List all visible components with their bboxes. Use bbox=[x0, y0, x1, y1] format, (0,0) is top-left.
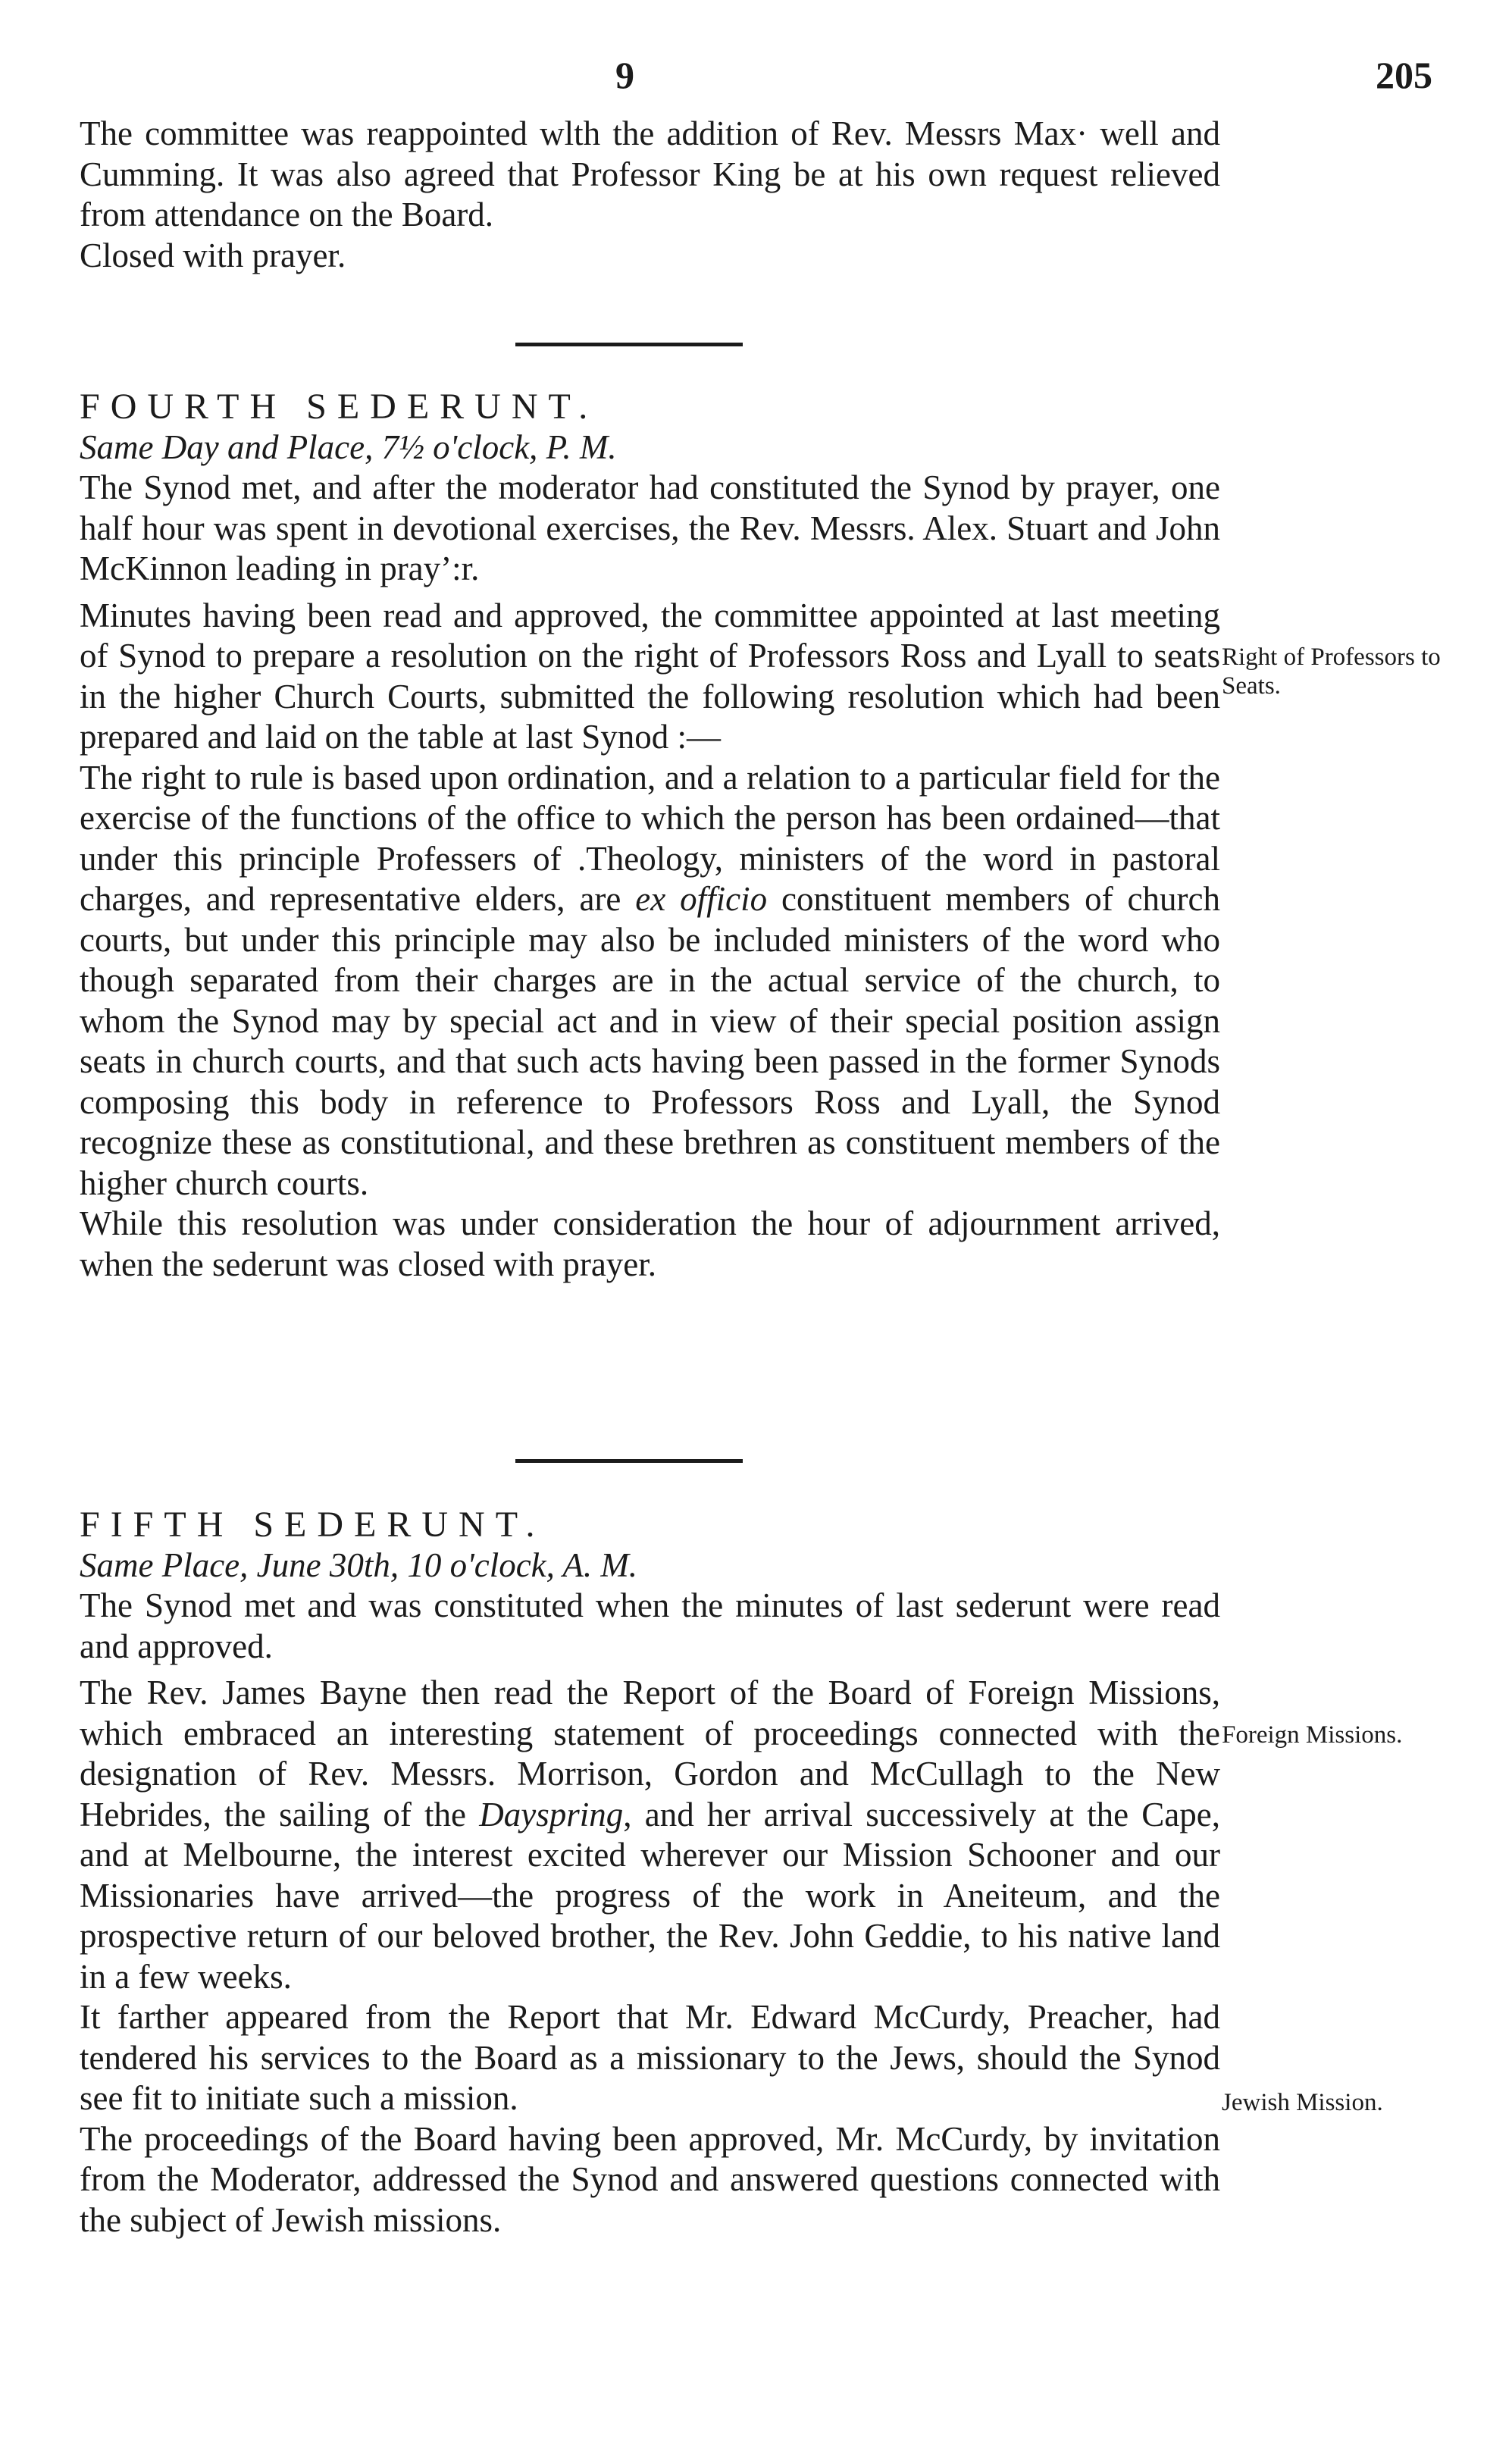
paragraph-text: The Rev. James Bayne then read the Report of the Board of Foreign Missions, which embraced an interesting statement of proceedings connected with the designation of Rev. Messrs. Morrison, Gordon and McCullagh to the New Hebrides, the sailing of the bbox=[80, 1674, 1220, 1834]
section-dateline: Same Day and Place, 7½ o'clock, P. M. bbox=[80, 427, 617, 466]
paragraph: The Synod met, and after the moderator had constituted the Synod by prayer, one half hour was spent in devotional exercises, the Rev. Messrs. Alex. Stuart and John McKinnon leading in pray’:r. bbox=[80, 468, 1220, 587]
fourth-sederunt-section bbox=[80, 387, 1220, 1285]
margin-note: Foreign Missions. bbox=[1222, 1721, 1403, 1749]
section-dateline: Same Place, June 30th, 10 o'clock, A. M. bbox=[80, 1545, 638, 1584]
paragraph: The Synod met and was constituted when the minutes of last sederunt were read and approved. bbox=[80, 1586, 1220, 1665]
section-heading: FIFTH SEDERUNT. bbox=[80, 1505, 546, 1545]
paragraph: The proceedings of the Board having been approved, Mr. McCurdy, by invitation from the Moderator, addressed the Synod and answered questions connected with the subject of Jewish missions. bbox=[80, 2119, 1220, 2239]
paragraph: It farther appeared from the Report that Mr. Edward McCurdy, Preacher, had tendered his services to the Board as a missionary to the Jews, should the Synod see fit to initiate such a mission. bbox=[80, 1998, 1220, 2117]
paragraph: Minutes having been read and approved, the committee appointed at last meeting of Synod to prepare a resolution on the right of Professors Ross and Lyall to seats in the higher Church Courts, submitted the following resolution which had been prepared and laid on the table at last Synod :— bbox=[80, 596, 1220, 756]
paragraph: While this resolution was under consideration the hour of adjournment arrived, when the sederunt was closed with prayer. bbox=[80, 1204, 1220, 1283]
section-divider bbox=[515, 1459, 743, 1463]
margin-note: Right of Professors to Seats. bbox=[1222, 644, 1441, 700]
paragraph: The committee was reappointed wlth the addition of Rev. Messrs Max· well and Cumming. It was also agreed that Professor King be at his own request relieved from attendance on the Board. bbox=[80, 114, 1220, 233]
opening-paragraphs bbox=[80, 114, 1220, 276]
page-number-left: 9 bbox=[615, 54, 634, 96]
paragraph-text: constituent members of church courts, but under this principle may also be included ministers of the word who though separated from their charges are in the actual service of the church, to whom the Synod may by special act and in view of their special position assign seats in church courts, and that such acts having been passed in the former Synods composing this body in reference to Professors Ross and Lyall, the Synod recognize these as constitutional, and these brethren as constituent members of the higher church courts. bbox=[80, 880, 1220, 1202]
margin-note: Jewish Mission. bbox=[1222, 2089, 1383, 2116]
paragraph: Closed with prayer. bbox=[80, 236, 346, 274]
paragraph-text: The right to rule is based upon ordination, and a relation to a particular field for the exercise of the functions of the office to which the person has been ordained—that under this principle Professers of .Theology, ministers of the word in pastoral charges, and representative elders, are bbox=[80, 758, 1220, 918]
fifth-sederunt-section bbox=[80, 1505, 1220, 2241]
section-divider bbox=[515, 343, 743, 346]
italic-phrase: ex officio bbox=[635, 880, 768, 918]
italic-phrase: Dayspring bbox=[479, 1795, 624, 1834]
page-number-right: 205 bbox=[1376, 54, 1432, 96]
section-heading: FOURTH SEDERUNT. bbox=[80, 387, 599, 427]
paragraph bbox=[80, 1673, 1220, 1997]
paragraph bbox=[80, 758, 1220, 1204]
paragraph-text: , and her arrival successively at the Cape, and at Melbourne, the interest excited wherever our Mission Schooner and our Missionaries have arrived—the progress of the work in Aneiteum, and the prospective return of our beloved brother, the Rev. John Geddie, to his native land in a few weeks. bbox=[80, 1795, 1221, 1996]
